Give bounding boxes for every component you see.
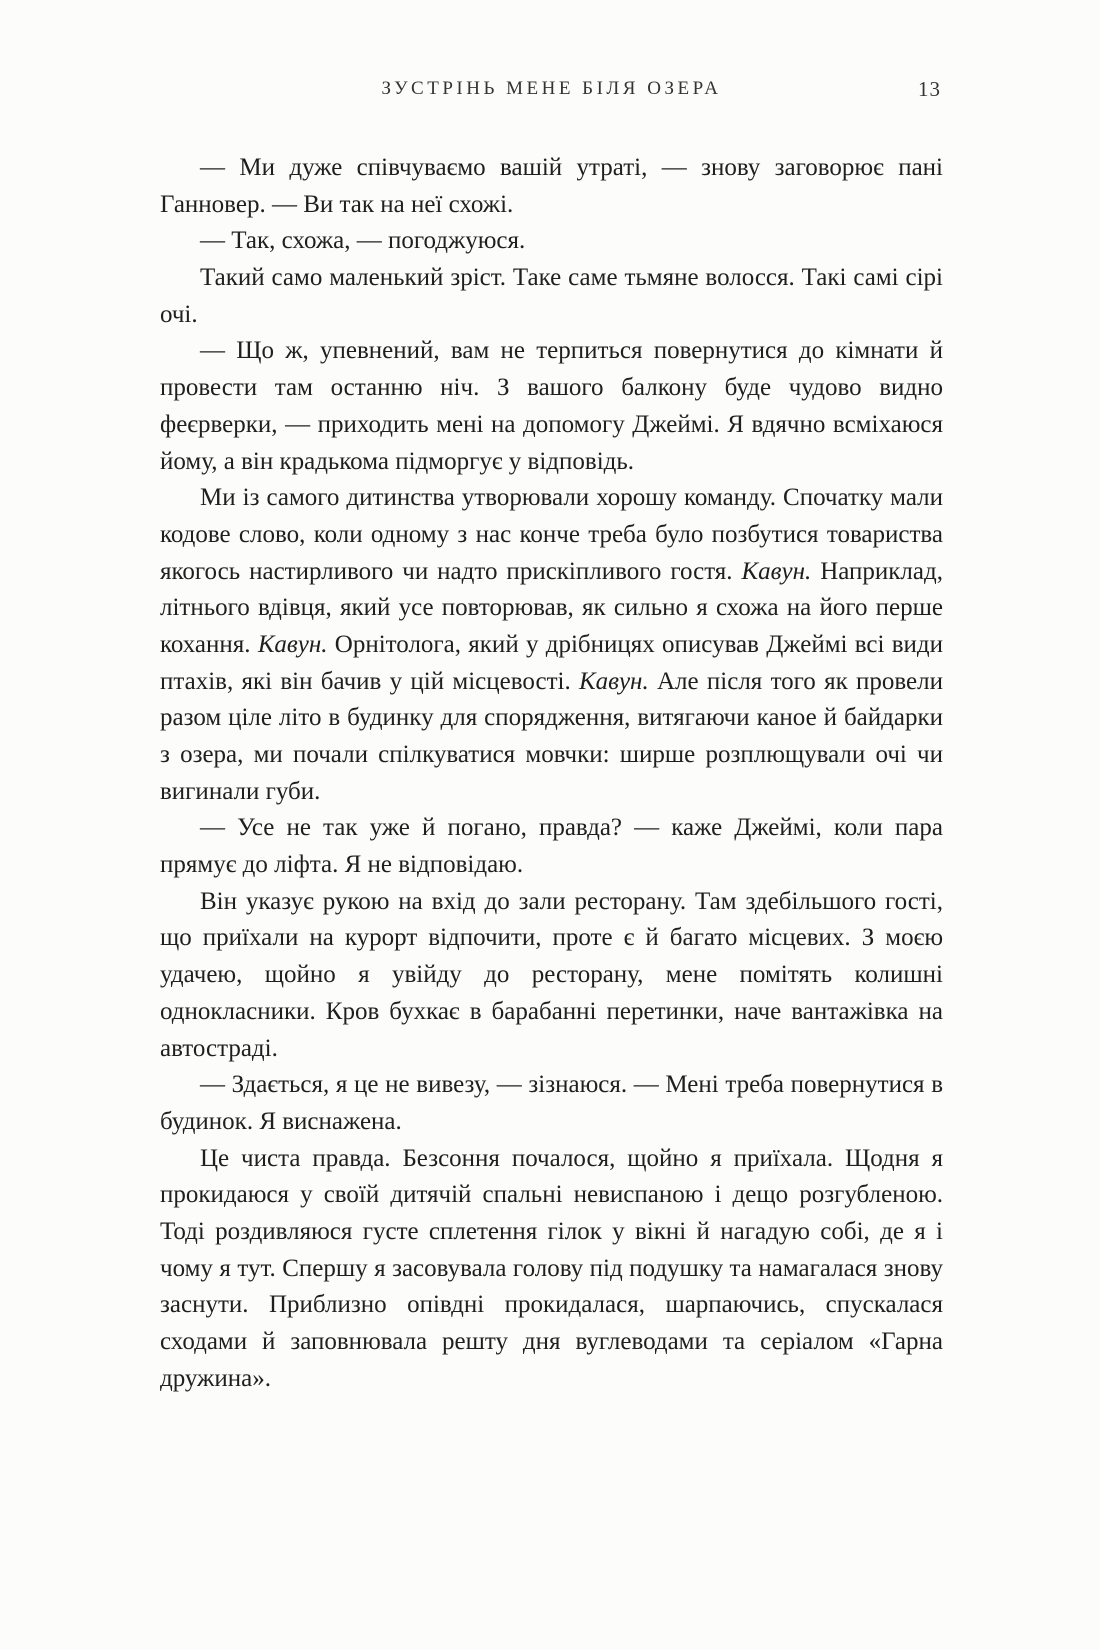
body-text [160, 150, 943, 1397]
paragraph [160, 223, 943, 260]
paragraph-text: — Що ж, упевнений, вам не терпиться повернутися до кімнати й провести там останню ніч. З вашого балкону буде чудово видно феєрверки, — приходить мені на допомогу Джеймі. Я вдячно всміхаюся йому, а він крадькома підморгує у відповідь. [160, 337, 943, 475]
paragraph-text: Це чиста правда. Безсоння почалося, щойно я приїхала. Щодня я прокидаюся у своїй дитячій спальні невиспаною і дещо розгубленою. Тоді роздивляюся густе сплетення гілок у вікні й нагадую собі, де я і чому я тут. Спершу я засовувала голову під подушку та намагалася знову заснути. Приблизно опівдні прокидалася, шарпаючись, спускалася сходами й заповнювала решту дня вуглеводами та серіалом «Гарна дружина». [160, 1144, 943, 1392]
code-word-italic: Кавун. [741, 557, 812, 585]
code-word-italic: Кавун. [257, 630, 328, 658]
paragraph-text: Такий само маленький зріст. Таке саме тьмяне волосся. Такі самі сірі очі. [160, 264, 943, 328]
running-title: ЗУСТРІНЬ МЕНЕ БІЛЯ ОЗЕРА [381, 78, 722, 99]
paragraph-text: — Ми дуже співчуваємо вашій утраті, — знову заговорює пані Ганновер. — Ви так на неї схожі. [160, 154, 943, 218]
code-word-italic: Кавун. [579, 667, 649, 695]
paragraph [160, 810, 943, 883]
paragraph [160, 260, 943, 333]
paragraph-text: — Здається, я це не вивезу, — зізнаюся. — Мені треба повернутися в будинок. Я виснажена. [160, 1071, 943, 1135]
paragraph-text: Орнітолога, який у дрібницях описував Джеймі всі види птахів, які він бачив у цій місцевості. [160, 630, 944, 695]
running-header [160, 78, 943, 108]
paragraph [160, 150, 943, 223]
paragraph [160, 1067, 943, 1140]
paragraph [160, 333, 943, 480]
paragraph-text: Але після того як провели разом ціле літо в будинку для спорядження, витягаючи каное й байдарки з озера, ми почали спілкуватися мовчки: ширше розплющували очі чи вигинали губи. [160, 667, 943, 805]
paragraph [160, 884, 943, 1067]
paragraph [160, 480, 943, 810]
page-number: 13 [918, 77, 941, 101]
paragraph-text: Ми із самого дитинства утворювали хорошу команду. Спочатку мали кодове слово, коли одному з нас конче треба було позбутися товариства якогось настирливого чи надто прискіпливого гостя. [160, 484, 943, 585]
paragraph-text: — Так, схожа, — погоджуюся. [200, 227, 526, 255]
paragraph [160, 1141, 943, 1398]
paragraph-text: Наприклад, літнього вдівця, який усе повторював, як сильно я схожа на його перше кохання. [160, 557, 943, 658]
paragraph-text: — Усе не так уже й погано, правда? — каже Джеймі, коли пара прямує до ліфта. Я не відповідаю. [160, 814, 943, 879]
paragraph-text: Він указує рукою на вхід до зали ресторану. Там здебільшого гості, що приїхали на курорт відпочити, проте є й багато місцевих. З моєю удачею, щойно я увійду до ресторану, мене помітять колишні однокласники. Кров бухкає в барабанні перетинки, наче вантажівка на автостраді. [160, 887, 943, 1062]
